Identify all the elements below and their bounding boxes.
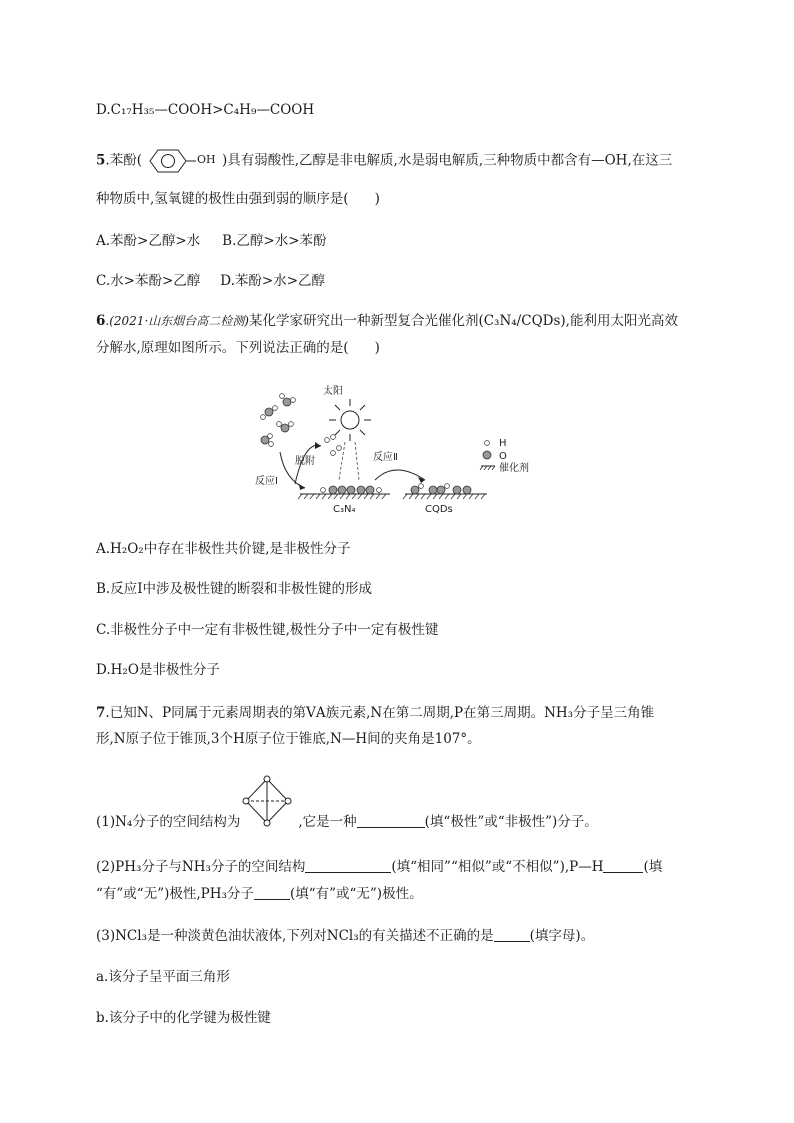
- q7-p3-answer-blank[interactable]: [494, 927, 530, 942]
- q5-option-c: C.水>苯酚>乙醇: [96, 273, 201, 289]
- sun-label: 太阳: [323, 386, 343, 397]
- diagram-legend: [480, 438, 529, 474]
- phenol-oh-label: OH: [196, 153, 216, 166]
- q6-line1-text: 某化学家研究出一种新型复合光催化剂(C₃N₄/CQDs),能利用太阳光高效: [248, 313, 678, 329]
- q7-p2-text-a: (2)PH₃分子与NH₃分子的空间结构: [96, 859, 306, 875]
- q5-option-a: A.苯酚>乙醇>水: [96, 233, 201, 249]
- q6-number: 6: [96, 313, 106, 329]
- q5-text-a: .苯酚(: [105, 152, 142, 169]
- desorb-label: 脱附: [295, 456, 315, 467]
- q5-option-b: B.乙醇>水>苯酚: [222, 233, 327, 249]
- q6-line2: [96, 338, 380, 358]
- q7-p1-text-b: ,它是一种: [298, 814, 357, 830]
- legend-catalyst: 催化剂: [499, 463, 529, 474]
- q6-option-c: C.非极性分子中一定有非极性键,极性分子中一定有极性键: [96, 622, 439, 638]
- q5-options-ab: [96, 231, 327, 251]
- q5-line2: [96, 189, 380, 209]
- light-rays: [339, 442, 359, 480]
- q7-p2-answer-blank-2[interactable]: [603, 858, 643, 873]
- q5-number: 5: [96, 152, 106, 169]
- c3n4-label: C₃N₄: [333, 504, 356, 515]
- q7-p1-text-c: (填“极性”或“非极性”)分子。: [424, 814, 598, 830]
- q7-part2-line1: [96, 857, 662, 877]
- q5-options-cd: [96, 271, 325, 291]
- reaction2-label: 反应Ⅱ: [373, 452, 398, 463]
- q7-p1-text-a: (1)N₄分子的空间结构为: [96, 814, 241, 830]
- q7-part2-line2: [96, 884, 423, 904]
- legend-o: O: [499, 451, 507, 462]
- q7-line1-text: .已知N、P同属于元素周期表的第ⅤA族元素,N在第二周期,P在第三周期。NH₃分子呈三角锥: [105, 705, 655, 721]
- c3n4-surface: [298, 486, 390, 499]
- q7-p2-answer-blank-3[interactable]: [254, 885, 290, 900]
- q7-p3-text-a: (3)NCl₃是一种淡黄色油状液体,下列对NCl₃的有关描述不正确的是: [96, 928, 494, 944]
- q7-option-a: a.该分子呈平面三角形: [96, 969, 230, 985]
- q7-part3: [96, 926, 594, 946]
- q6-line2-text: 分解水,原理如图所示。下列说法正确的是(: [96, 340, 349, 356]
- reaction1-label: 反应Ⅰ: [255, 476, 278, 487]
- q6-line1: [96, 311, 678, 331]
- water-molecules: [261, 394, 296, 447]
- q6-source: .(2021·山东烟台高二检测): [105, 314, 249, 328]
- q5-line2-text: 种物质中,氢氧键的极性由强到弱的顺序是(: [96, 191, 349, 207]
- q7-p2-line2-text-a: “有”或“无”)极性,PH₃分子: [96, 886, 254, 902]
- q7-option-b: b.该分子中的化学键为极性键: [96, 1010, 271, 1026]
- photocatalysis-diagram: [255, 380, 555, 520]
- q7-line1: [96, 703, 654, 723]
- q6-option-d: D.H₂O是非极性分子: [96, 662, 220, 678]
- q6-option-b: B.反应Ⅰ中涉及极性键的断裂和非极性键的形成: [96, 581, 373, 597]
- legend-h: H: [499, 438, 507, 449]
- q7-p1-answer-blank[interactable]: [357, 813, 425, 828]
- q5-line1: [96, 148, 672, 174]
- q6-answer-paren: ): [374, 340, 380, 356]
- q5-option-d: D.苯酚>水>乙醇: [220, 273, 326, 289]
- sun-icon: [329, 399, 371, 441]
- cqds-label: CQDs: [425, 504, 453, 515]
- q7-line2: 形,N原子位于锥顶,3个H原子位于锥底,N—H间的夹角是107°。: [96, 731, 481, 747]
- q7-part1: [96, 812, 598, 832]
- q7-p2-text-b: (填“相同”“相似”或“不相似”),P—H: [391, 859, 604, 875]
- q5-answer-paren: ): [374, 191, 380, 207]
- phenol-structure-icon: [142, 148, 222, 174]
- q4-option-d: D.C₁₇H₃₅—COOH>C₄H₉—COOH: [96, 102, 315, 118]
- q7-p2-line2-text-b: (填“有”或“无”)极性。: [289, 886, 423, 902]
- q7-p3-text-b: (填字母)。: [529, 928, 595, 944]
- q5-text-b: )具有弱酸性,乙醇是非电解质,水是弱电解质,三种物质中都含有—OH,在这三: [221, 152, 673, 169]
- q7-p2-answer-blank-1[interactable]: [305, 858, 391, 873]
- q7-p2-text-c: (填: [643, 859, 663, 875]
- q6-option-a: A.H₂O₂中存在非极性共价键,是非极性分子: [96, 541, 351, 557]
- q7-number: 7: [96, 705, 106, 721]
- cqds-surface: [403, 484, 487, 499]
